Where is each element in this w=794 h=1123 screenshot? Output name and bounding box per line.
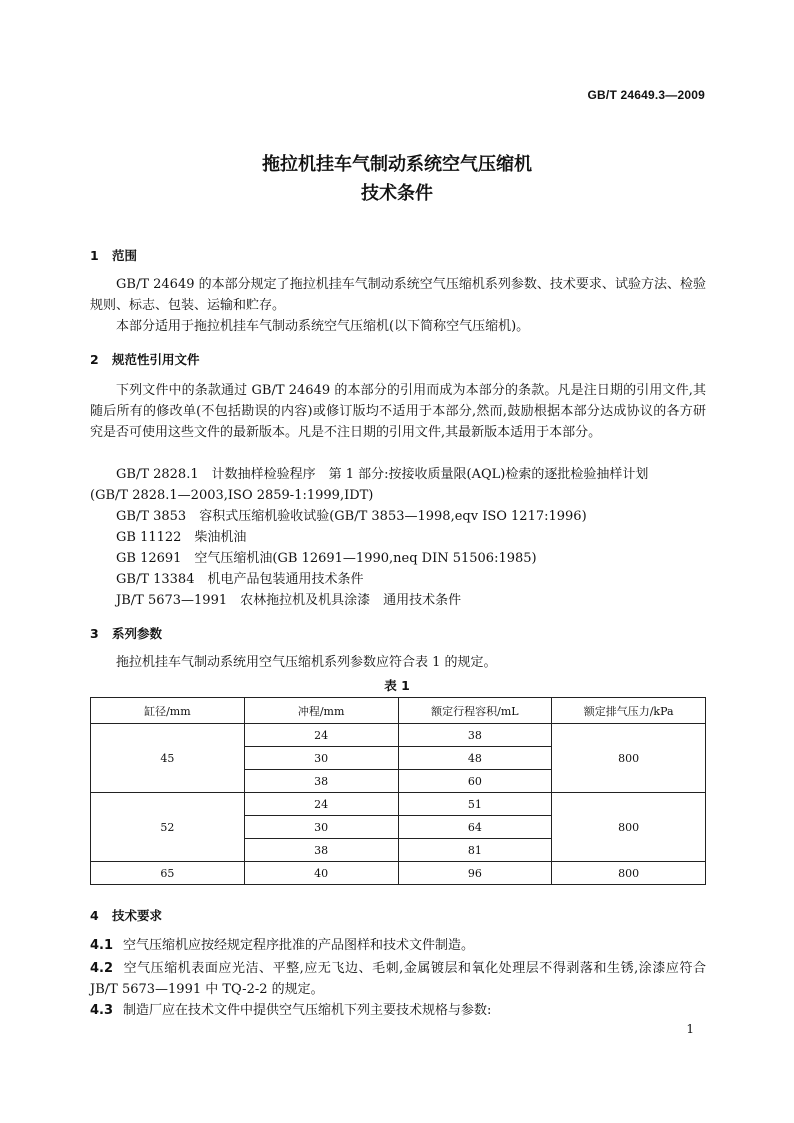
- stroke-cell: 38: [244, 839, 398, 862]
- pressure-cell: 800: [552, 862, 706, 885]
- clause-number: 4.3: [90, 1003, 114, 1018]
- volume-cell: 96: [398, 862, 552, 885]
- clause-number: 4.1: [90, 938, 114, 953]
- volume-cell: 81: [398, 839, 552, 862]
- section-number: 2: [90, 352, 99, 367]
- pressure-cell: 800: [552, 793, 706, 862]
- volume-cell: 60: [398, 770, 552, 793]
- bore-cell: 52: [91, 793, 245, 862]
- clause-text: 制造厂应在技术文件中提供空气压缩机下列主要技术规格与参数:: [123, 1003, 492, 1018]
- column-header: 冲程/mm: [244, 698, 398, 724]
- reference-item: GB/T 3853 容积式压缩机验收试验(GB/T 3853—1998,eqv ISO 1217:1996): [116, 509, 587, 524]
- stroke-cell: 24: [244, 793, 398, 816]
- clause-text: 空气压缩机应按经规定程序批准的产品图样和技术文件制造。: [123, 938, 475, 953]
- parameter-table: [90, 697, 706, 885]
- column-header: 额定行程容积/mL: [398, 698, 552, 724]
- section-title: 规范性引用文件: [112, 352, 200, 367]
- section-4-heading: [90, 906, 162, 924]
- document-subtitle: 技术条件: [361, 183, 433, 204]
- section-2-intro: 下列文件中的条款通过 GB/T 24649 的本部分的引用而成为本部分的条款。凡是注日期的引用文件,其随后所有的修改单(不包括勘误的内容)或修订版均不适用于本部分,然而,鼓励根据本部分达成协议的各方研究是否可使用这些文件的最新版本。凡是不注日期的引用文件,其最新版本适用于本部分。: [90, 383, 706, 440]
- table-row: [91, 862, 706, 885]
- section-2-heading: [90, 350, 200, 368]
- section-title: 技术要求: [112, 908, 163, 923]
- pressure-cell: 800: [552, 724, 706, 793]
- bore-cell: 45: [91, 724, 245, 793]
- reference-item: GB 11122 柴油机油: [116, 530, 247, 545]
- table-row: [91, 793, 706, 816]
- bore-cell: 65: [91, 862, 245, 885]
- reference-item: JB/T 5673—1991 农林拖拉机及机具涂漆 通用技术条件: [116, 593, 462, 608]
- table-header-row: [91, 698, 706, 724]
- stroke-cell: 24: [244, 724, 398, 747]
- reference-item: GB 12691 空气压缩机油(GB 12691—1990,neq DIN 51506:1985): [116, 551, 537, 566]
- table-row: [91, 724, 706, 747]
- reference-item: GB/T 2828.1 计数抽样检验程序 第 1 部分:按接收质量限(AQL)检索的逐批检验抽样计划: [116, 467, 649, 482]
- document-title: 拖拉机挂车气制动系统空气压缩机: [262, 154, 532, 175]
- section-number: 4: [90, 908, 99, 923]
- clause-text: 空气压缩机表面应光洁、平整,应无飞边、毛刺,金属镀层和氧化处理层不得剥落和生锈,涂漆应符合 JB/T 5673—1991 中 TQ-2-2 的规定。: [90, 961, 706, 997]
- clause-4-1: [90, 935, 706, 956]
- volume-cell: 51: [398, 793, 552, 816]
- section-3-heading: [90, 624, 162, 642]
- section-title: 系列参数: [112, 626, 163, 641]
- clause-4-2: [90, 958, 706, 1000]
- stroke-cell: 30: [244, 747, 398, 770]
- section-1-paragraph: GB/T 24649 的本部分规定了拖拉机挂车气制动系统空气压缩机系列参数、技术要求、试验方法、检验规则、标志、包装、运输和贮存。: [90, 277, 706, 313]
- clause-4-3: [90, 1000, 706, 1021]
- volume-cell: 38: [398, 724, 552, 747]
- table-caption: 表 1: [384, 678, 410, 693]
- stroke-cell: 38: [244, 770, 398, 793]
- section-title: 范围: [112, 248, 138, 263]
- section-number: 1: [90, 248, 99, 263]
- standard-number: GB/T 24649.3—2009: [587, 88, 705, 102]
- section-1-heading: [90, 246, 137, 264]
- clause-number: 4.2: [90, 961, 114, 976]
- column-header: 缸径/mm: [91, 698, 245, 724]
- column-header: 额定排气压力/kPa: [552, 698, 706, 724]
- volume-cell: 64: [398, 816, 552, 839]
- page-number: 1: [686, 1022, 694, 1036]
- volume-cell: 48: [398, 747, 552, 770]
- section-3-intro: 拖拉机挂车气制动系统用空气压缩机系列参数应符合表 1 的规定。: [116, 655, 497, 670]
- section-1-paragraph: 本部分适用于拖拉机挂车气制动系统空气压缩机(以下简称空气压缩机)。: [116, 319, 530, 334]
- section-number: 3: [90, 626, 99, 641]
- stroke-cell: 40: [244, 862, 398, 885]
- reference-item: GB/T 13384 机电产品包装通用技术条件: [116, 572, 364, 587]
- stroke-cell: 30: [244, 816, 398, 839]
- reference-item: (GB/T 2828.1—2003,ISO 2859-1:1999,IDT): [90, 488, 374, 503]
